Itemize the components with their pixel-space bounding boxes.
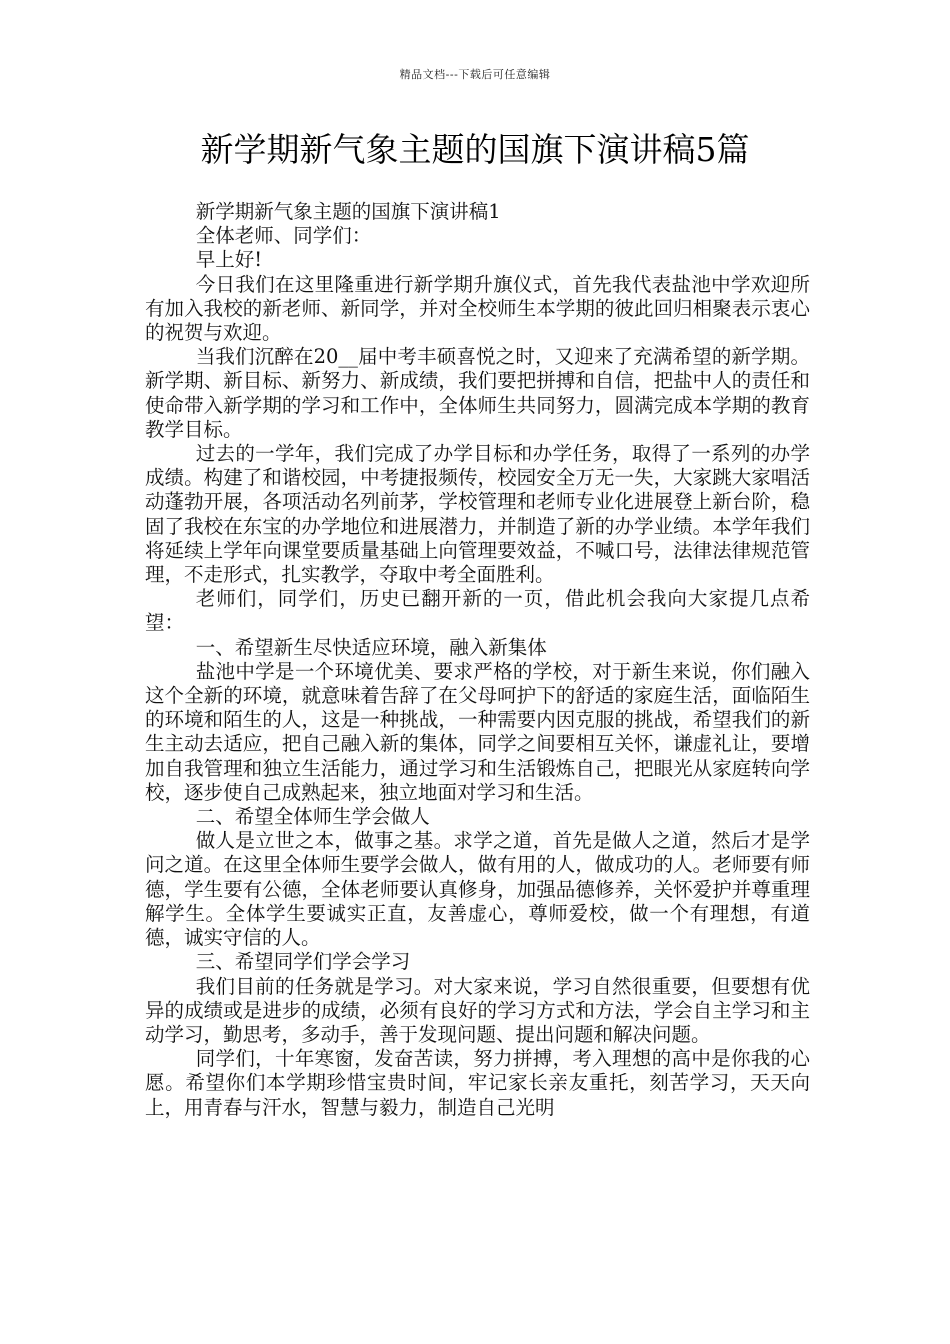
body-paragraph: 当我们沉醉在20__届中考丰硕喜悦之时，又迎来了充满希望的新学期。新学期、新目标、新努力、新成绩，我们要把拼搏和自信，把盐中人的责任和使命带入新学期的学习和工作中，全体师生共同努力，圆满完成本学期的教育教学目标。	[145, 345, 810, 441]
greeting: 早上好!	[195, 248, 263, 272]
document-title: 新学期新气象主题的国旗下演讲稿5篇	[200, 130, 750, 169]
body-paragraph: 老师们，同学们，历史已翻开新的一页，借此机会我向大家提几点希望：	[145, 587, 810, 635]
header-note: 精品文档---下载后可任意编辑	[399, 68, 551, 81]
body-paragraph: 同学们，十年寒窗，发奋苦读，努力拼搏，考入理想的高中是你我的心愿。希望你们本学期珍惜宝贵时间，牢记家长亲友重托，刻苦学习，天天向上，用青春与汗水，智慧与毅力，制造自己光明	[145, 1047, 810, 1119]
body-paragraph: 过去的一学年，我们完成了办学目标和办学任务，取得了一系列的办学成绩。构建了和谐校园，中考捷报频传，校园安全万无一失，大家跳大家唱活动蓬勃开展，各项活动名列前茅，学校管理和老师专业化进展登上新台阶，稳固了我校在东宝的办学地位和进展潜力，并制造了新的办学业绩。本学年我们将延续上学年向课堂要质量基础上向管理要效益，不喊口号，法律法律规范管理，不走形式，扎实教学，夺取中考全面胜利。	[145, 442, 810, 587]
body-paragraph: 今日我们在这里隆重进行新学期升旗仪式，首先我代表盐池中学欢迎所有加入我校的新老师、新同学，并对全校师生本学期的彼此回归相聚表示衷心的祝贺与欢迎。	[145, 272, 810, 345]
point-heading-3: 三、希望同学们学会学习	[195, 950, 411, 974]
body-paragraph: 盐池中学是一个环境优美、要求严格的学校，对于新生来说，你们融入这个全新的环境，就意味着告辞了在父母呵护下的舒适的家庭生活，面临陌生的环境和陌生的人，这是一种挑战，一种需要内因克服的挑战，希望我们的新生主动去适应，把自己融入新的集体，同学之间要相互关怀，谦虚礼让，要增加自我管理和独立生活能力，通过学习和生活锻炼自己，把眼光从家庭转向学校，逐步使自己成熟起来，独立地面对学习和生活。	[145, 659, 810, 804]
body-paragraph: 做人是立世之本，做事之基。求学之道，首先是做人之道，然后才是学问之道。在这里全体师生要学会做人，做有用的人，做成功的人。老师要有师德，学生要有公德，全体老师要认真修身，加强品德修养，关怀爱护并尊重理解学生。全体学生要诚实正直，友善虚心，尊师爱校，做一个有理想，有道德，诚实守信的人。	[145, 829, 810, 950]
document-body	[145, 200, 810, 1120]
body-paragraph: 我们目前的任务就是学习。对大家来说，学习自然很重要，但要想有优异的成绩或是进步的成绩，必须有良好的学习方式和方法，学会自主学习和主动学习，勤思考，多动手，善于发现问题、提出问题和解决问题。	[145, 974, 810, 1046]
point-heading-2: 二、希望全体师生学会做人	[195, 805, 430, 829]
section-heading: 新学期新气象主题的国旗下演讲稿1	[195, 200, 501, 223]
salutation: 全体老师、同学们：	[195, 224, 372, 248]
point-heading-1: 一、希望新生尽快适应环境，融入新集体	[195, 635, 547, 659]
